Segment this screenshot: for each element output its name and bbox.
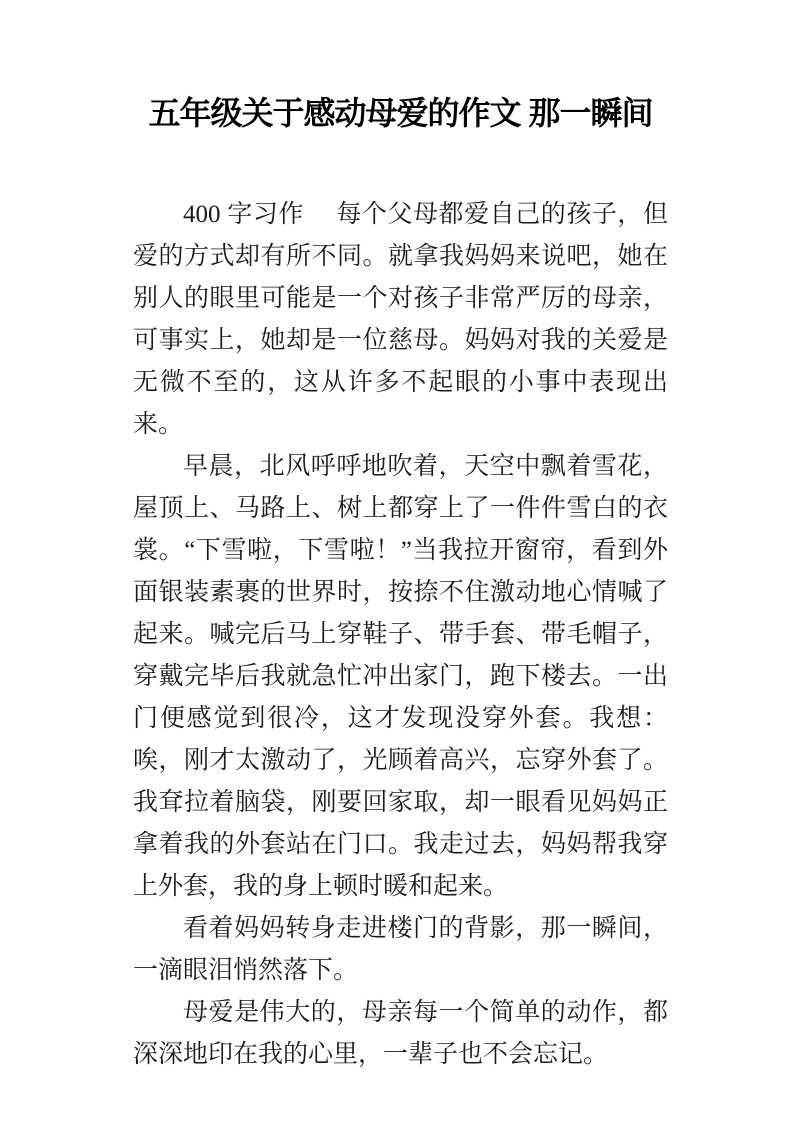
- essay-paragraph: 母爱是伟大的，母亲每一个简单的动作，都深深地印在我的心里，一辈子也不会忘记。: [133, 999, 668, 1068]
- essay-paragraph: 400 字习作 每个父母都爱自己的孩子，但爱的方式却有所不同。就拿我妈妈来说吧，她在别人的眼里可能是一个对孩子非常严厉的母亲，可事实上，她却是一位慈母。妈妈对我的关爱是无微不至的，这从许多不起眼的小事中表现出来。: [133, 201, 668, 438]
- essay-paragraph: 看着妈妈转身走进楼门的背影，那一瞬间，一滴眼泪悄然落下。: [133, 915, 668, 984]
- essay-paragraph: 早晨，北风呼呼地吹着，天空中飘着雪花，屋顶上、马路上、树上都穿上了一件件雪白的衣裳。“下雪啦，下雪啦！”当我拉开窗帘，看到外面银装素裹的世界时，按捺不住激动地心情喊了起来。喊完后马上穿鞋子、带手套、带毛帽子，穿戴完毕后我就急忙冲出家门，跑下楼去。一出门便感觉到很冷，这才发现没穿外套。我想：唉，刚才太激动了，光顾着高兴，忘穿外套了。我耷拉着脑袋，刚要回家取，却一眼看见妈妈正拿着我的外套站在门口。我走过去，妈妈帮我穿上外套，我的身上顿时暖和起来。: [133, 453, 668, 900]
- page-title: 五年级关于感动母爱的作文 那一瞬间: [148, 95, 653, 131]
- essay-body: [133, 194, 668, 1076]
